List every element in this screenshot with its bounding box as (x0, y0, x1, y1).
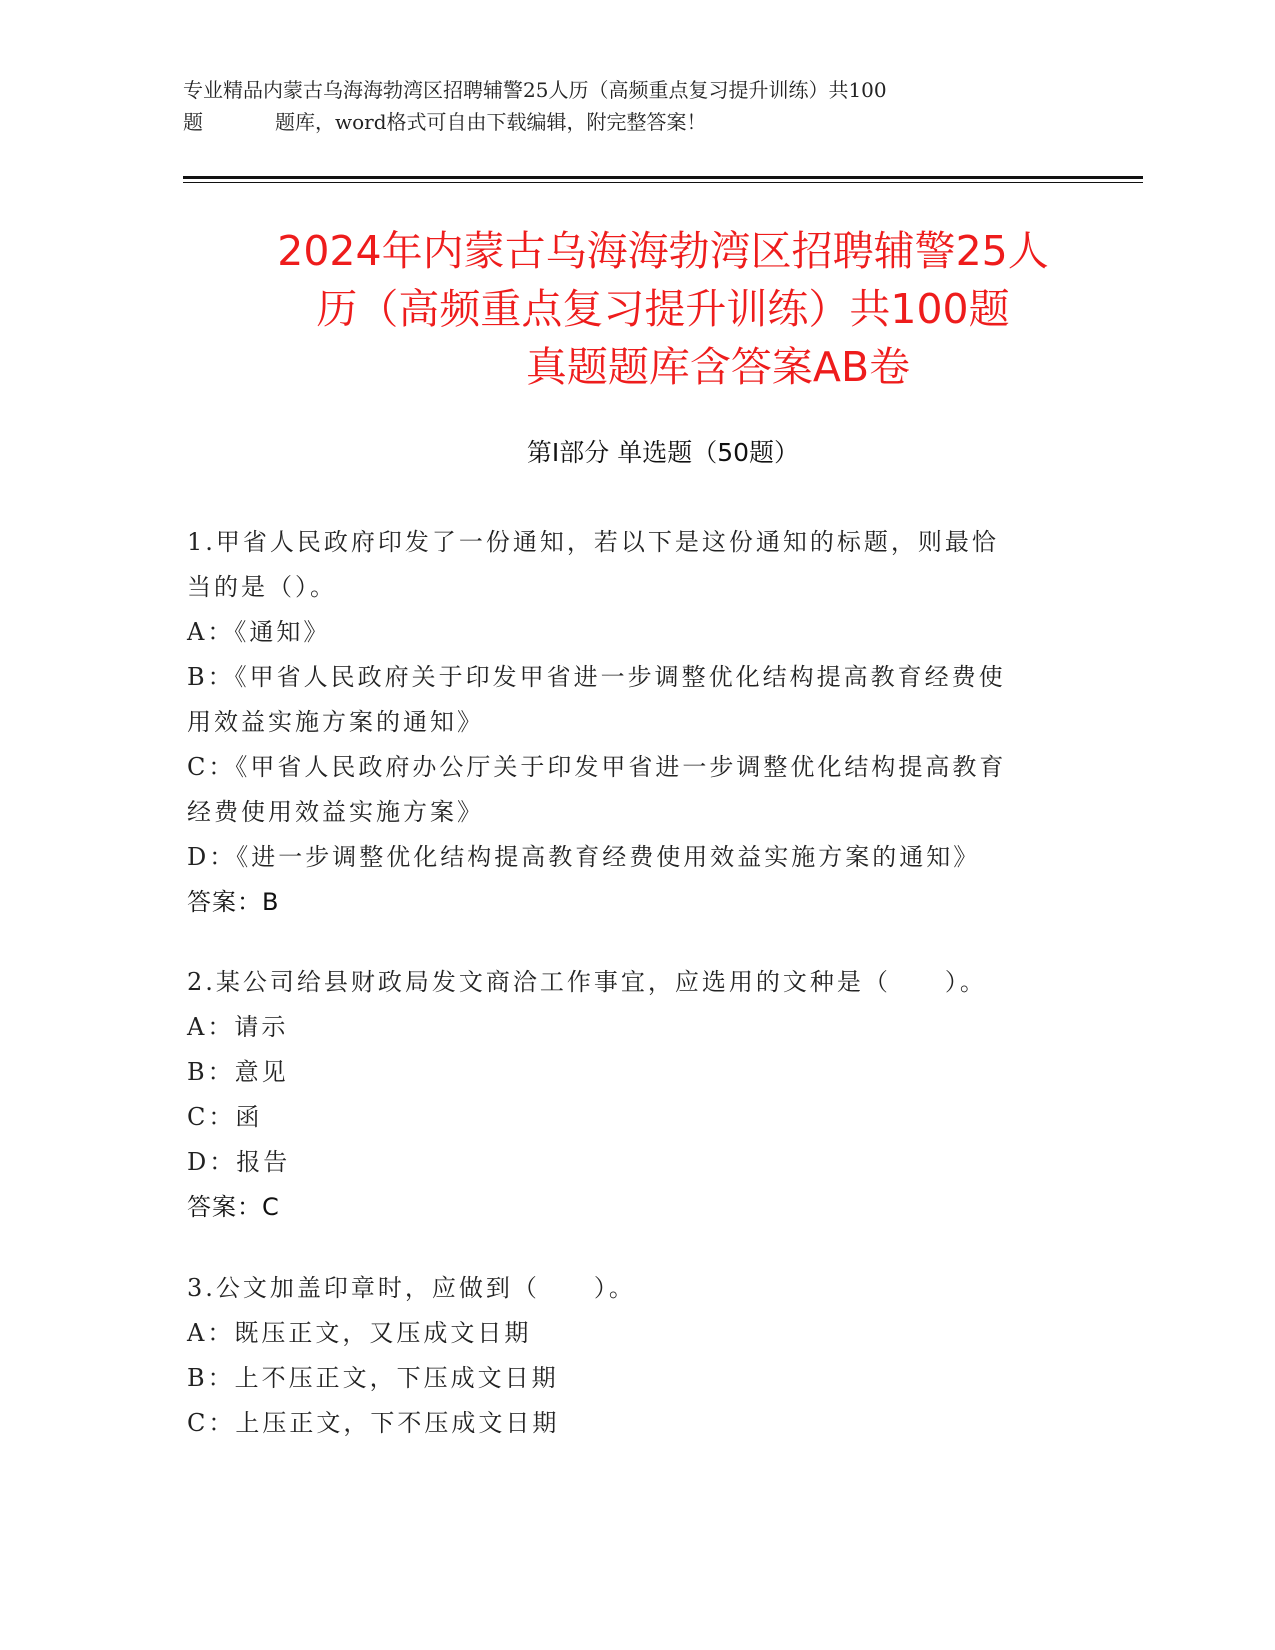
question-1 (187, 520, 1067, 925)
option-a: A：既压正文，又压成文日期 (187, 1319, 532, 1347)
option-a: A：《通知》 (187, 618, 331, 646)
option-b: B：《甲省人民政府关于印发甲省进一步调整优化结构提高教育经费使 (187, 663, 1006, 691)
option-c: C：《甲省人民政府办公厅关于印发甲省进一步调整优化结构提高教育 (187, 753, 1007, 781)
option-b-cont: 用效益实施方案的通知》 (187, 708, 484, 736)
option-b: B：意见 (187, 1058, 289, 1086)
page-header (183, 74, 1063, 138)
option-c-cont: 经费使用效益实施方案》 (187, 798, 484, 826)
option-c: C：上压正文，下不压成文日期 (187, 1409, 560, 1437)
section-heading: 第Ⅰ部分 单选题（50题） (526, 438, 800, 467)
question-3 (187, 1266, 1067, 1446)
option-d: D：《进一步调整优化结构提高教育经费使用效益实施方案的通知》 (187, 843, 981, 871)
header-divider-thick (183, 176, 1143, 179)
option-b: B：上不压正文，下压成文日期 (187, 1364, 559, 1392)
question-2 (187, 960, 1067, 1230)
title-line-3: 真题题库含答案AB卷 (525, 343, 911, 391)
header-line-2-rest: 题库，word格式可自由下载编辑，附完整答案！ (275, 110, 707, 134)
header-line-2-start: 题 (183, 110, 203, 134)
header-line-1: 专业精品内蒙古乌海海勃湾区招聘辅警25人历（高频重点复习提升训练）共100 (183, 78, 887, 102)
question-stem: 1.甲省人民政府印发了一份通知，若以下是这份通知的标题，则最恰 (187, 528, 999, 556)
title-line-1: 2024年内蒙古乌海海勃湾区招聘辅警25人 (277, 227, 1049, 275)
option-a: A：请示 (187, 1013, 289, 1041)
option-d: D：报告 (187, 1148, 291, 1176)
question-stem: 2.某公司给县财政局发文商洽工作事宜，应选用的文种是（ ）。 (187, 968, 987, 996)
question-stem-cont: 当的是（）。 (187, 573, 337, 601)
option-c: C：函 (187, 1103, 263, 1131)
question-stem: 3.公文加盖印章时，应做到（ ）。 (187, 1274, 636, 1302)
answer: 答案：B (187, 888, 280, 916)
document-title (183, 222, 1143, 396)
header-divider-thin (183, 182, 1143, 183)
answer: 答案：C (187, 1193, 280, 1221)
header-line-2 (183, 106, 1063, 138)
title-line-2: 历（高频重点复习提升训练）共100题 (316, 285, 1010, 333)
